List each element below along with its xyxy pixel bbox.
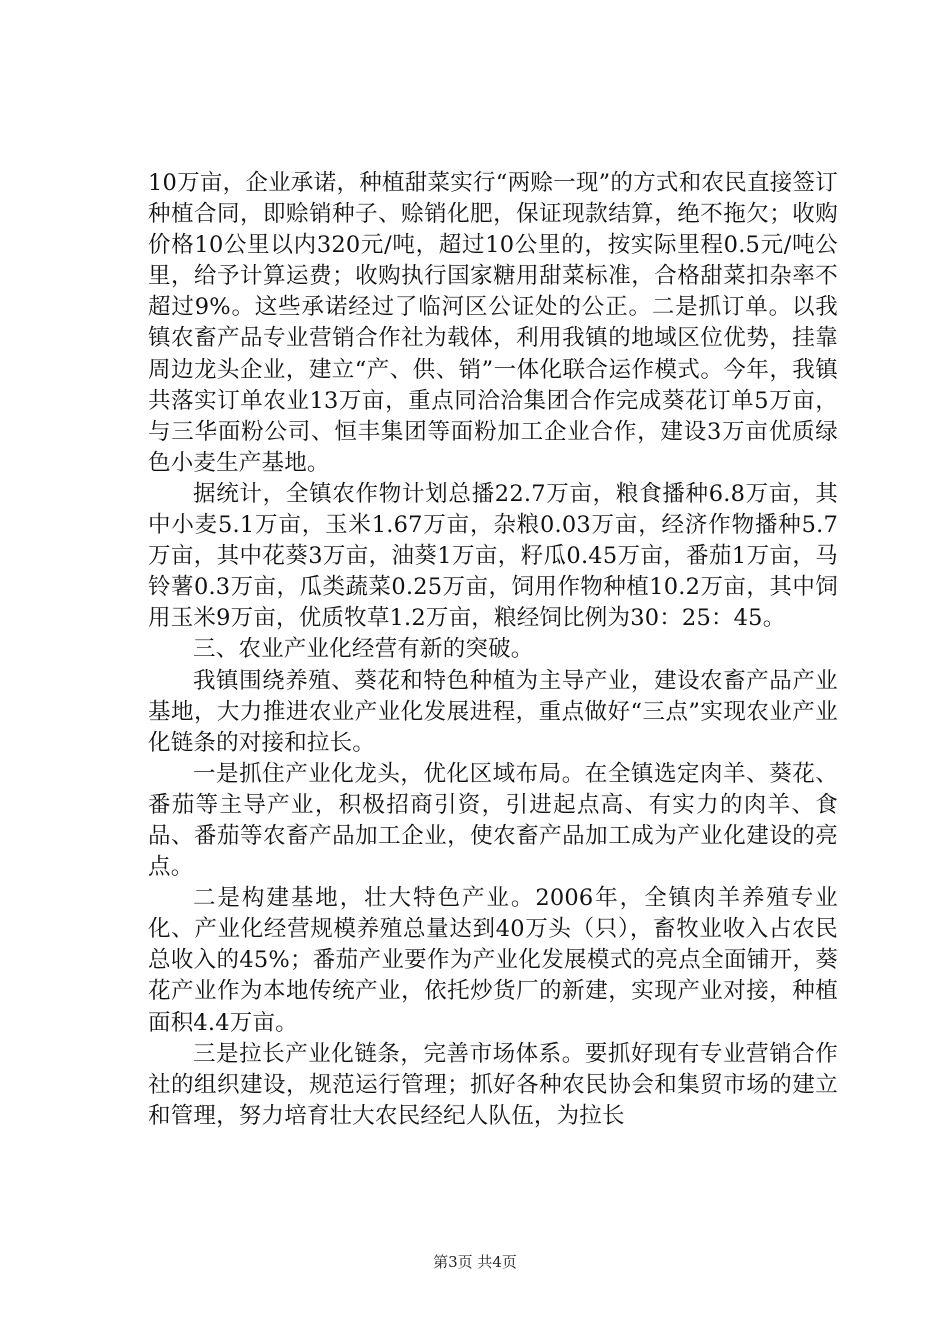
- paragraph-5: 一是抓住产业化龙头，优化区域布局。在全镇选定肉羊、葵花、番茄等主导产业，积极招商引资，引进起点高、有实力的肉羊、食品、番茄等农畜产品加工企业，使农畜产品加工成为产业化建设的亮点。: [148, 760, 838, 881]
- section-heading: 三、农业产业化经营有新的突破。: [193, 636, 534, 663]
- paragraph-1: 10万亩，企业承诺，种植甜菜实行“两赊一现”的方式和农民直接签订种植合同，即赊销种子、赊销化肥，保证现款结算，绝不拖欠；收购价格10公里以内320元/吨，超过10公里的，按实际里程0.5元/吨公里，给予计算运费；收购执行国家糖用甜菜标准，合格甜菜扣杂率不超过9%。这些承诺经过了临河区公证处的公正。二是抓订单。以我镇农畜产品专业营销合作社为载体，利用我镇的地域区位优势，挂靠周边龙头企业，建立“产、供、销”一体化联合运作模式。今年，我镇共落实订单农业13万亩，重点同洽洽集团合作完成葵花订单5万亩，与三华面粉公司、恒丰集团等面粉加工企业合作，建设3万亩优质绿色小麦生产基地。: [148, 170, 838, 476]
- document-body: [148, 168, 838, 1132]
- page-footer: [0, 1252, 950, 1272]
- paragraph-7: 三是拉长产业化链条，完善市场体系。要抓好现有专业营销合作社的组织建设，规范运行管理；抓好各种农民协会和集贸市场的建立和管理，努力培育壮大农民经纪人队伍，为拉长: [148, 1040, 838, 1129]
- paragraph-2: 据统计，全镇农作物计划总播22.7万亩，粮食播种6.8万亩，其中小麦5.1万亩，玉米1.67万亩，杂粮0.03万亩，经济作物播种5.7万亩，其中花葵3万亩，油葵1万亩，籽瓜0.45万亩，番茄1万亩，马铃薯0.3万亩，瓜类蔬菜0.25万亩，饲用作物种植10.2万亩，其中饲用玉米9万亩，优质牧草1.2万亩，粮经饲比例为30：25：45。: [148, 480, 838, 632]
- paragraph-6: 二是构建基地，壮大特色产业。2006年，全镇肉羊养殖专业化、产业化经营规模养殖总量达到40万头（只），畜牧业收入占农民总收入的45%；番茄产业要作为产业化发展模式的亮点全面铺开，葵花产业作为本地传统产业，依托炒货厂的新建，实现产业对接，种植面积4.4万亩。: [148, 885, 838, 1036]
- paragraph-4: 我镇围绕养殖、葵花和特色种植为主导产业，建设农畜产品产业基地，大力推进农业产业化发展进程，重点做好“三点”实现农业产业化链条的对接和拉长。: [148, 667, 838, 756]
- page-number: 第3页 共4页: [433, 1253, 517, 1271]
